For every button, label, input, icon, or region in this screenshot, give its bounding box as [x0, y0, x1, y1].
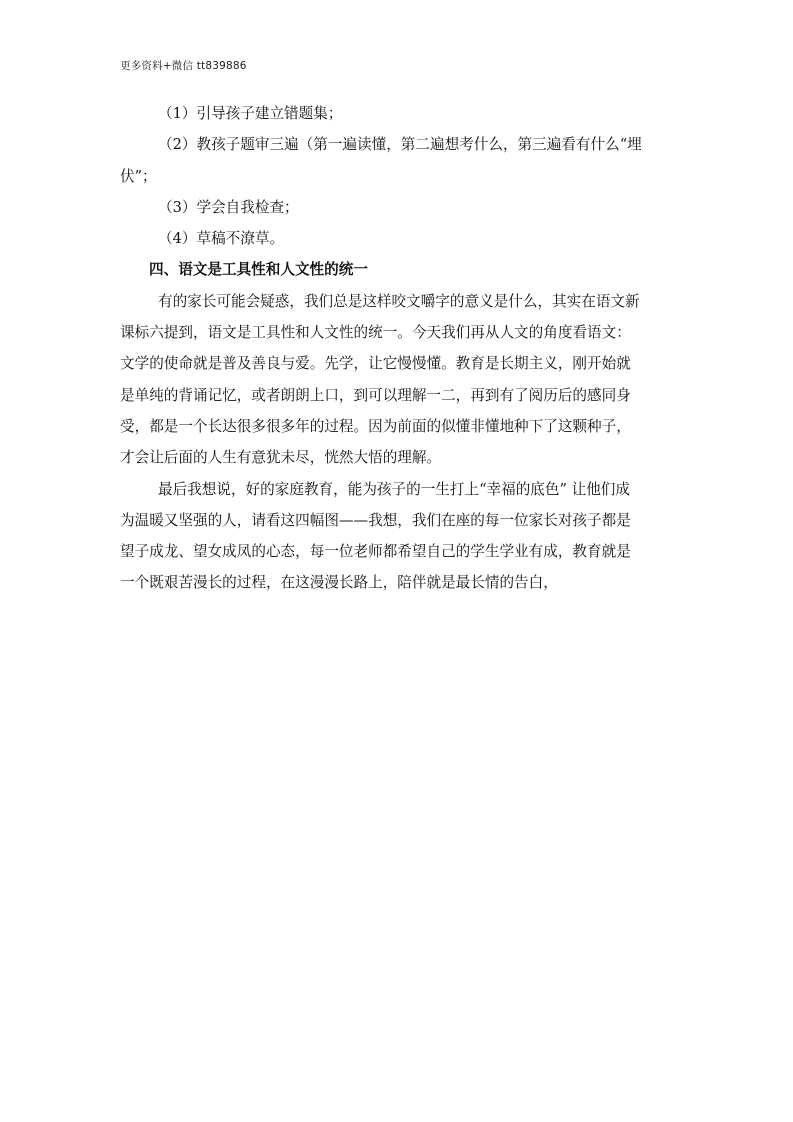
paragraph-line: 是单纯的背诵记忆，或者朗朗上口，到可以理解一二，再到有了阅历后的感同身 [120, 386, 631, 404]
paragraph-line: 一个既艰苦漫长的过程，在这漫漫长路上，陪伴就是最长情的告白， [120, 574, 558, 592]
list-item-1: （1）引导孩子建立错题集； [158, 105, 343, 122]
header-note: 更多资料+微信 tt839886 [120, 60, 247, 72]
paragraph-line: 文学的使命就是普及善良与爱。先学，让它慢慢懂。教育是长期主义，刚开始就 [120, 355, 631, 373]
paragraph-line: 为温暖又坚强的人，请看这四幅图——我想，我们在座的每一位家长对孩子都是 [120, 511, 631, 529]
document-body [120, 98, 680, 599]
list-item-3: （3）学会自我检查； [158, 198, 299, 216]
paragraph-1 [120, 286, 680, 474]
paragraph-2 [120, 474, 680, 599]
paragraph-line: 望子成龙、望女成凤的心态，每一位老师都希望自己的学生学业有成，教育就是 [120, 543, 631, 561]
paragraph-line: 课标六提到，语文是工具性和人文性的统一。今天我们再从人文的角度看语文： [120, 324, 631, 342]
list-item-4: （4）草稿不潦草。 [158, 230, 285, 248]
list-item-2-line-1: （2）教孩子题审三遍（第一遍读懂，第二遍想考什么，第三遍看有什么“埋 [158, 136, 642, 154]
paragraph-line: 受，都是一个长达很多很多年的过程。因为前面的似懂非懂地种下了这颗种子， [120, 417, 631, 435]
list-item-2-line-2: 伏”； [120, 167, 157, 185]
section-heading: 四、语文是工具性和人文性的统一 [149, 261, 368, 279]
paragraph-line: 最后我想说，好的家庭教育，能为孩子的一生打上“幸福的底色” 让他们成 [158, 480, 630, 498]
paragraph-line: 有的家长可能会疑惑，我们总是这样咬文嚼字的意义是什么，其实在语文新 [158, 292, 640, 310]
paragraph-line: 才会让后面的人生有意犹未尽，恍然大悟的理解。 [120, 449, 442, 467]
